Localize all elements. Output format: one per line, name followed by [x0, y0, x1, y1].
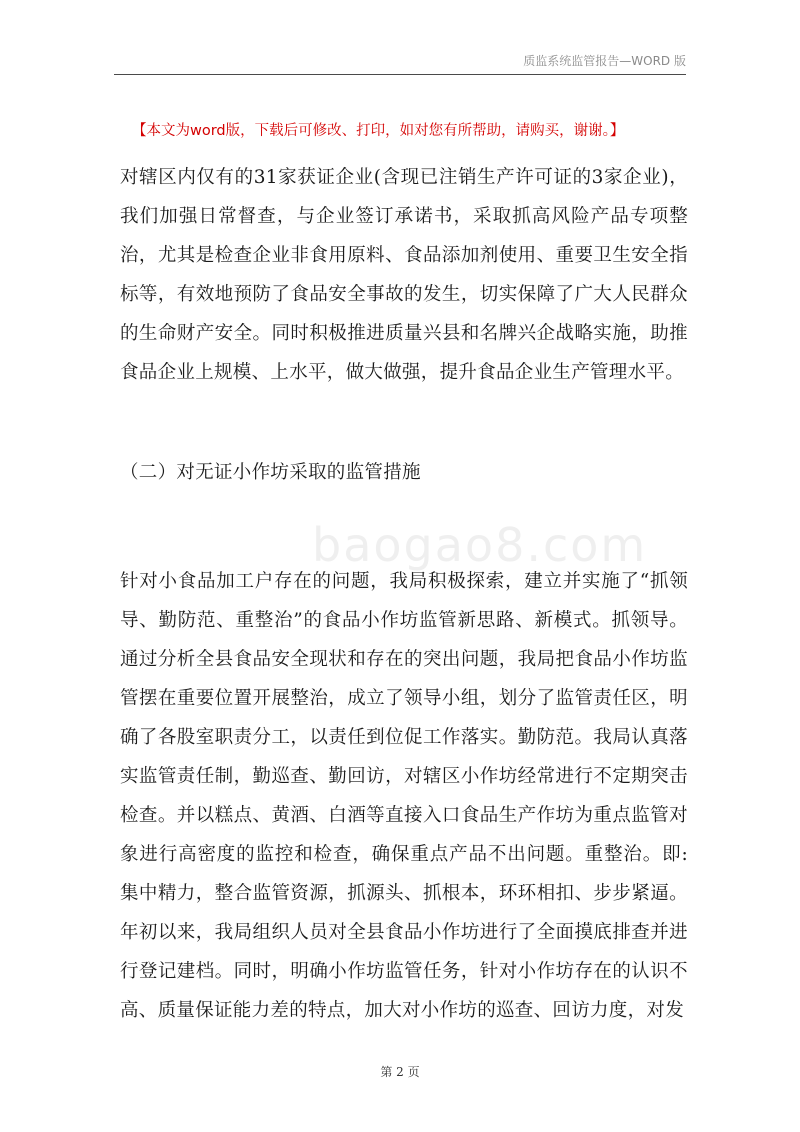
body-paragraph-2: 针对小食品加工户存在的问题，我局积极探索，建立并实施了“抓领导、勤防范、重整治”的食品小作坊监管新思路、新模式。抓领导。通过分析全县食品安全现状和存在的突出问题，我局把食品小作坊监管摆在重要位置开展整治，成立了领导小组，划分了监管责任区，明确了各股室职责分工，以责任到位促工作落实。勤防范。我局认真落实监管责任制，勤巡查、勤回访，对辖区小作坊经常进行不定期突击检查。并以糕点、黄酒、白酒等直接入口食品生产作坊为重点监管对象进行高密度的监控和检查，确保重点产品不出问题。重整治。即:集中精力，整合监管资源，抓源头、抓根本，环环相扣、步步紧逼。年初以来，我局组织人员对全县食品小作坊进行了全面摸底排查并进行登记建档。同时，明确小作坊监管任务，针对小作坊存在的认识不高、质量保证能力差的特点，加大对小作坊的巡查、回访力度，对发: [120, 571, 688, 1021]
document-header-title: 质监系统监管报告—WORD 版: [523, 54, 686, 68]
body-paragraph-1: 对辖区内仅有的31家获证企业(含现已注销生产许可证的3家企业)，我们加强日常督查，与企业签订承诺书，采取抓高风险产品专项整治，尤其是检查企业非食用原料、食品添加剂使用、重要卫生安全指标等，有效地预防了食品安全事故的发生，切实保障了广大人民群众的生命财产安全。同时积极推进质量兴县和名牌兴企战略实施，助推食品企业上规模、上水平，做大做强，提升食品企业生产管理水平。: [120, 167, 688, 383]
watermark: baogao8.com: [312, 518, 648, 572]
download-notice: 【本文为word版，下载后可修改、打印，如对您有所帮助，请购买，谢谢。】: [132, 123, 625, 139]
page-number: 第 2 页: [380, 1065, 420, 1079]
header-divider: [114, 74, 686, 75]
section-heading: （二）对无证小作坊采取的监管措施: [120, 462, 421, 483]
